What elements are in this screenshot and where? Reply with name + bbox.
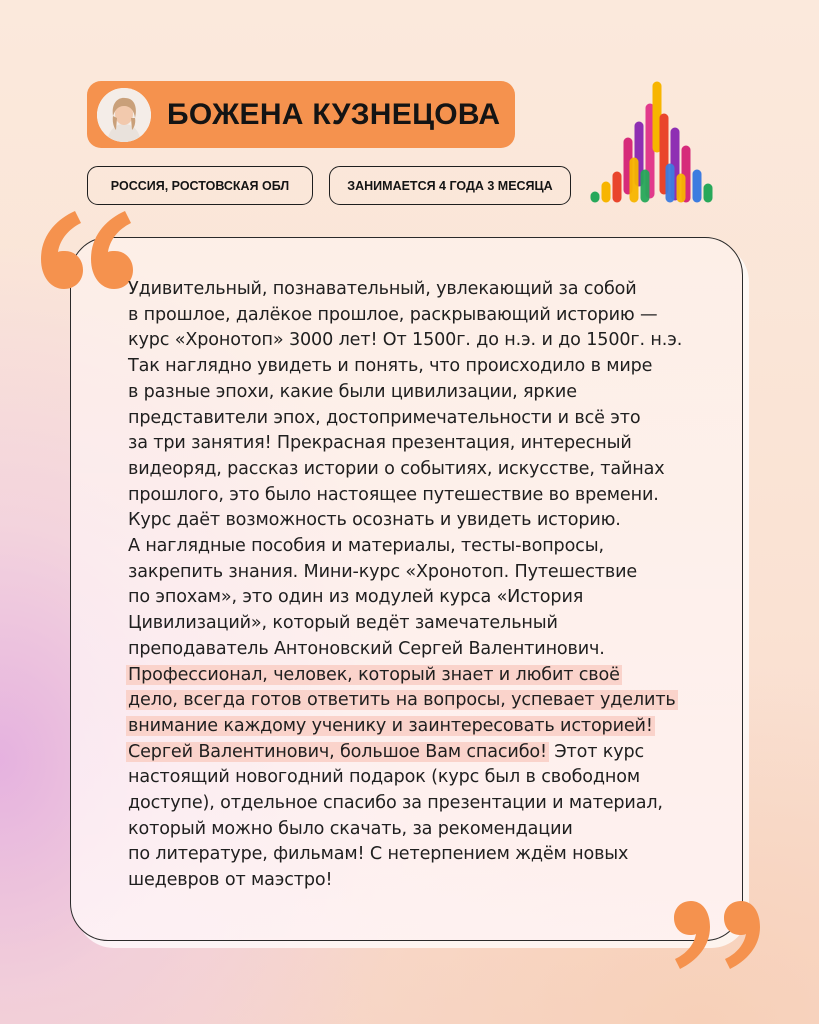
review-line [128, 663, 728, 689]
review-line-text: в прошлое, далёкое прошлое, раскрывающий историю — [128, 304, 658, 325]
review-line-text: Так наглядно увидеть и понять, что происходило в мире [128, 356, 653, 377]
review-line [128, 611, 728, 637]
review-line [128, 560, 728, 586]
review-line-text: доступе), отдельное спасибо за презентации и материал, [128, 793, 663, 814]
duration-tag: ЗАНИМАЕТСЯ 4 ГОДА 3 МЕСЯЦА [329, 166, 571, 205]
review-line [128, 637, 728, 663]
review-line-text: Курс даёт возможность осознать и увидеть историю. [128, 510, 621, 531]
avatar [97, 88, 151, 142]
review-line [128, 688, 728, 714]
highlighted-text: внимание каждому ученику и заинтересовать историей! [128, 715, 653, 736]
review-line-text: Удивительный, познавательный, увлекающий за собой [128, 279, 637, 299]
review-text [128, 277, 728, 894]
quote-close-icon [672, 897, 768, 977]
highlighted-text: Сергей Валентинович, большое Вам спасибо! [128, 741, 547, 762]
review-line [128, 483, 728, 509]
review-line [128, 277, 728, 303]
review-line [128, 534, 728, 560]
review-line-text: А наглядные пособия и материалы, тесты-вопросы, [128, 536, 604, 557]
highlighted-text: дело, всегда готов ответить на вопросы, успевает уделить [128, 690, 676, 711]
highlighted-text: Профессионал, человек, который знает и любит своё [128, 664, 620, 685]
review-line [128, 380, 728, 406]
review-line [128, 765, 728, 791]
person-name: БОЖЕНА КУЗНЕЦОВА [167, 97, 501, 131]
review-line-text: закрепить знания. Мини-курс «Хронотоп. Путешествие [128, 561, 638, 582]
review-line-text: представители эпох, достопримечательности и всё это [128, 407, 641, 428]
review-line-text: по литературе, фильмам! С нетерпением ждём новых [128, 844, 629, 865]
review-line-text: видеоряд, рассказ истории о событиях, искусстве, тайнах [128, 458, 665, 479]
review-line-text: Цивилизаций», который ведёт замечательный [128, 613, 558, 634]
name-badge [87, 81, 515, 148]
review-line-text: по эпохам», это один из модулей курса «История [128, 587, 584, 608]
review-line-text: шедевров от маэстро! [128, 870, 333, 891]
review-line [128, 328, 728, 354]
review-line [128, 817, 728, 843]
review-line [128, 842, 728, 868]
review-line-text: настоящий новогодний подарок (курс был в свободном [128, 767, 640, 788]
review-line-text: в разные эпохи, какие были цивилизации, яркие [128, 381, 577, 402]
review-line [128, 457, 728, 483]
review-line-text: преподаватель Антоновский Сергей Валентинович. [128, 638, 605, 659]
review-line [128, 406, 728, 432]
review-line [128, 354, 728, 380]
review-line [128, 585, 728, 611]
review-line-text: курс «Хронотоп» 3000 лет! От 1500г. до н.э. и до 1500г. н.э. [128, 330, 683, 351]
review-line [128, 431, 728, 457]
review-line [128, 868, 728, 894]
review-line-text: Этот курс [548, 741, 645, 762]
review-line-text: за три занятия! Прекрасная презентация, интересный [128, 433, 632, 454]
review-line-text: который можно было скачать, за рекомендации [128, 818, 573, 839]
quote-open-icon [35, 201, 133, 301]
review-line [128, 508, 728, 534]
review-line-text: прошлого, это было настоящее путешествие во времени. [128, 484, 659, 505]
review-line [128, 791, 728, 817]
colorful-bars-logo [590, 78, 720, 206]
review-line [128, 714, 728, 740]
review-line [128, 303, 728, 329]
region-tag: РОССИЯ, РОСТОВСКАЯ ОБЛ [87, 166, 313, 205]
review-line [128, 740, 728, 766]
